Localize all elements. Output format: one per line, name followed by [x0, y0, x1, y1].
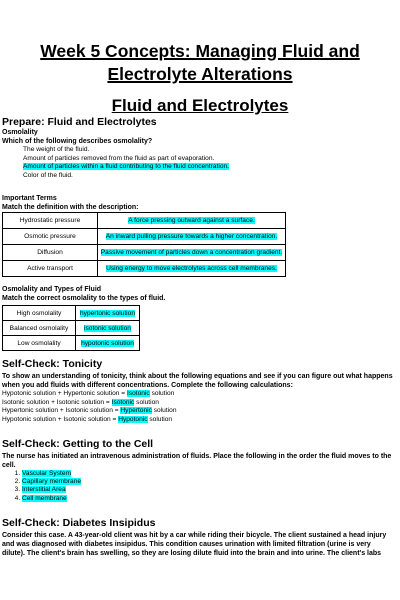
cell-section [2, 438, 394, 503]
section-title: Fluid and Electrolytes [111, 96, 289, 115]
option-2: Amount of particles removed from the fluid as part of evaporation. [23, 154, 215, 162]
definition-cell [98, 213, 286, 229]
equation-suffix: solution [147, 416, 173, 424]
equation-text: Hypotonic solution + Isotonic solution = [2, 416, 119, 424]
term-cell: Osmotic pressure [3, 229, 98, 245]
option-4: Color of the fluid. [23, 172, 73, 180]
tonicity-section [2, 358, 394, 425]
list-item-answer: Cell membrane [22, 494, 67, 502]
equation-answer: Isotonic [127, 390, 150, 397]
table-row [3, 306, 140, 321]
list-item [22, 470, 394, 478]
osmolality-question: Which of the following describes osmolality? [2, 138, 153, 145]
equation-answer: Hypotonic [118, 416, 148, 424]
equation-text: Hypotonic solution + Hypertonic solution = [2, 390, 127, 397]
fluid-type-answer: hypotonic solution [81, 339, 134, 347]
table-row [3, 336, 140, 351]
title-line-1: Week 5 Concepts: Managing Fluid and [40, 41, 360, 61]
option-3-answer: Amount of particles within a fluid contributing to the fluid concentration. [23, 163, 229, 171]
osmolality-table [2, 305, 140, 351]
equation-answer: Hypertonic [120, 407, 152, 415]
table-row [3, 245, 286, 261]
terms-section [2, 194, 396, 212]
equation-suffix: solution [151, 407, 177, 415]
list-item-answer: Interstitial Area [22, 486, 66, 494]
tonicity-heading: Self-Check: Tonicity [2, 358, 103, 370]
prepare-section [2, 116, 396, 181]
definition-answer: Passive movement of particles down a concentration gradient. [100, 249, 283, 256]
list-item [22, 478, 394, 486]
cell-heading: Self-Check: Getting to the Cell [2, 438, 154, 450]
terms-table [2, 212, 286, 277]
osmolality-subheading: Osmolality [2, 129, 38, 136]
table-row [3, 213, 286, 229]
list-item [22, 495, 394, 503]
osmolality-cell: Low osmolality [3, 336, 76, 351]
title-line-2: Electrolyte Alterations [107, 64, 293, 84]
equation-suffix: solution [149, 390, 175, 397]
osmolality-types-subheading: Osmolality and Types of Fluid [2, 286, 102, 293]
fluid-type-cell [76, 336, 140, 351]
equation-suffix: solution [134, 398, 159, 406]
table-row [3, 261, 286, 277]
fluid-type-answer: isotonic solution [84, 324, 131, 332]
tonicity-line [2, 390, 394, 399]
list-item-answer: Capillary membrane [22, 478, 81, 486]
table-row [3, 321, 140, 336]
fluid-type-cell [76, 306, 140, 321]
definition-cell [98, 245, 286, 261]
diabetes-heading: Self-Check: Diabetes Insipidus [2, 517, 156, 529]
diabetes-case-text: Consider this case. A 43-year-old client was hit by a car while riding their bicycle. The client sustained a head injury and was diagnosed with diabetes insipidus. This condition causes urination with limited filtration (urine is very dilute). The client's brain has swelling, so they are losing dilute fluid into the brain and into urine. The client's labs [2, 532, 387, 557]
document-title [0, 40, 400, 86]
prepare-heading: Prepare: Fluid and Electrolytes [2, 116, 157, 128]
fluid-type-answer: hypertonic solution [80, 309, 135, 317]
equation-answer: Isotonic [111, 398, 135, 406]
term-cell: Hydrostatic pressure [3, 213, 98, 229]
list-item-answer: Vascular System [22, 470, 71, 477]
osmolality-options [2, 146, 396, 181]
osmolality-cell: Balanced osmolality [3, 321, 76, 336]
list-item [22, 486, 394, 494]
tonicity-line [2, 407, 394, 416]
diabetes-section [2, 517, 394, 558]
table-row [3, 229, 286, 245]
definition-answer: A force pressing outward against a surface. [128, 217, 255, 224]
osmolality-types-section [2, 285, 396, 303]
option-3 [23, 163, 396, 172]
tonicity-line [2, 416, 394, 425]
equation-text: Isotonic solution + Isotonic solution = [2, 398, 112, 406]
definition-cell [98, 229, 286, 245]
definition-answer: An inward pulling pressure towards a higher concentration. [105, 233, 278, 240]
term-cell: Diffusion [3, 245, 98, 261]
osmolality-cell: High osmolality [3, 306, 76, 321]
cell-intro: The nurse has initiated an intravenous administration of fluids. Place the following in the order the fluid moves to the cell. [2, 453, 392, 469]
tonicity-line [2, 399, 394, 408]
terms-subheading: Important Terms [2, 195, 57, 202]
fluid-type-cell [76, 321, 140, 336]
term-cell: Active transport [3, 261, 98, 277]
tonicity-intro: To show an understanding of tonicity, think about the following equations and see if you can figure out what happens when you add fluids with different concentrations. Complete the following calculations: [2, 373, 393, 389]
cell-order-list [2, 470, 394, 503]
terms-instruction: Match the definition with the description: [2, 204, 139, 211]
equation-text: Hypertonic solution + Isotonic solution = [2, 407, 121, 415]
definition-answer: Using energy to move electrolytes across cell membranes. [106, 265, 277, 272]
definition-cell [98, 261, 286, 277]
option-1: The weight of the fluid. [23, 146, 90, 153]
osmolality-types-instruction: Match the correct osmolality to the types of fluid. [2, 295, 166, 302]
